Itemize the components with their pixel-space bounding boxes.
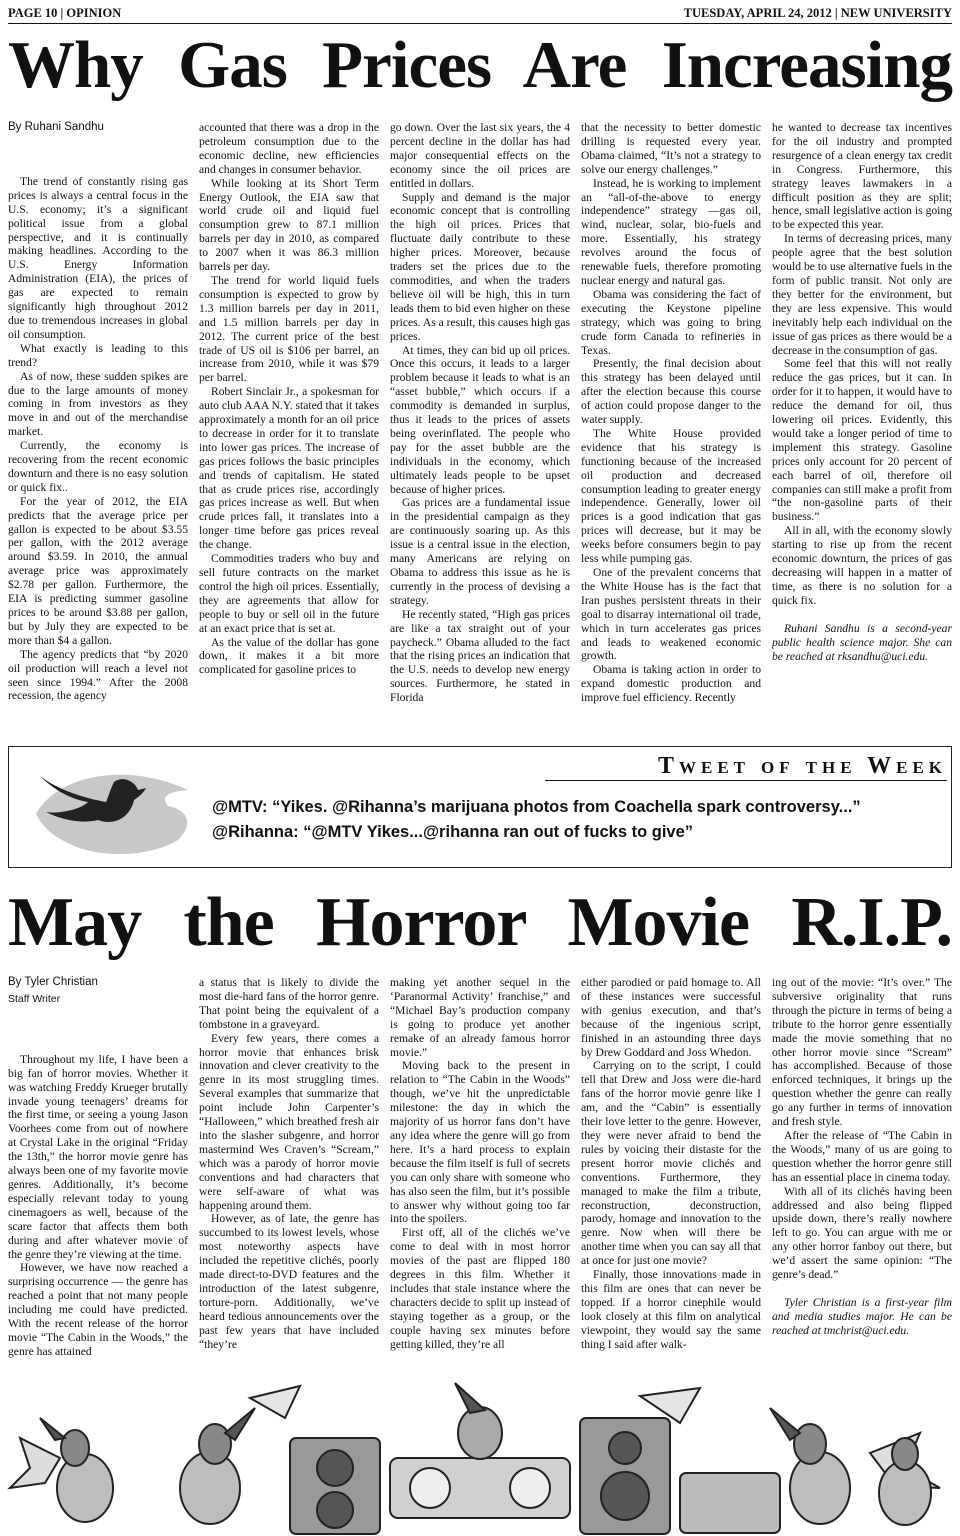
paragraph: go down. Over the last six years, the 4 percent decline in the dollar has had major consequential effects on the economy since the oil prices are entitled in dollars.	[390, 121, 570, 190]
page-section-label: PAGE 10 | OPINION	[8, 6, 122, 20]
paragraph: Some feel that this will not really reduce the gas prices, but it can. In order for it to happen, it would have to reduce the demand for oil, thus lowering oil prices. Evidently, this would take a longer period of time to implement this strategy. Gasoline prices only account for 20 percent of each barrel of oil, therefore oil companies can still make a profit from “the non-gasoline parts of their business.”	[772, 357, 952, 524]
page-header	[8, 5, 952, 24]
bird-icon	[18, 754, 208, 860]
author-bio: Tyler Christian is a first-year film and media studies major. He can be reached at tmchrist@uci.edu.	[772, 1295, 952, 1337]
paragraph: As of now, these sudden spikes are due to the large amounts of money coming in from investors as they move in and out of the merchandise market.	[8, 369, 188, 439]
paragraph: accounted that there was a drop in the petroleum consumption due to the economic decline, new efficiencies and changes in consumer behavior.	[199, 121, 379, 176]
paragraph: a status that is likely to divide the most die-hard fans of the horror genre. That point being the equivalent of a tombstone in a graveyard.	[199, 976, 379, 1031]
paragraphs	[772, 976, 952, 1282]
tweet-line: @Rihanna: “@MTV Yikes...@rihanna ran out of fucks to give”	[212, 823, 694, 841]
paragraph: The White House provided evidence that his strategy is functioning because of the increased oil production and decreased consumption leading to greater energy independence. Generally, lower oil prices is a good indication that gas prices will decrease, but it may be weeks before consumers begin to pay less while pumping gas.	[581, 426, 761, 566]
article-column	[772, 976, 952, 1376]
staff-title: Staff Writer	[8, 992, 61, 1005]
article-column	[199, 121, 379, 733]
paragraph: Obama is taking action in order to expand domestic production and improve fuel efficiency. Recently	[581, 663, 761, 705]
article-column	[772, 121, 952, 733]
author-bio: Ruhani Sandhu is a second-year public health science major. She can be reached at rksandhu@uci.edu.	[772, 621, 952, 663]
byline: By Tyler Christian	[8, 976, 98, 988]
paragraph: The trend for world liquid fuels consumption is expected to grow by 1.3 million barrels per day in 2011, and 1.5 million barrels per day in 2012. The current price of the best trade of US oil is $106 per barrel, an increase from 2010, while it was $79 per barrel.	[199, 273, 379, 385]
paragraph: Obama was considering the fact of executing the Keystone pipeline strategy, which was going to bring crude form Canada to refineries in Texas.	[581, 287, 761, 357]
paragraphs	[8, 175, 188, 703]
article-column	[581, 976, 761, 1376]
paragraph: Gas prices are a fundamental issue in the presidential campaign as they are continuously soaring up. As this issue is a central issue in the election, many Americans are relying on Obama to address this issue as he is currently in the process of devising a strategy.	[390, 496, 570, 607]
article-headline: Why Gas Prices Are Increasing	[8, 28, 952, 102]
paragraph: Commodities traders who buy and sell future contracts on the market control the high oil prices. Essentially, they are agreements that allow for people to buy or sell oil in the future at an exact price that is set at.	[199, 552, 379, 635]
paragraphs	[8, 1053, 188, 1359]
paragraph: Throughout my life, I have been a big fan of horror movies. Whether it was watching Freddy Krueger brutally invade young teenagers’ dreams for the first time, or seeing a young Jason Voorhees come from out of nowhere at Crystal Lake in the original “Friday the 13th,” the horror movie genre has always been one of my favorite movie genres. Additionally, it’s become especially relevant today to young cinemagoers as well, because of the scare factor that affects them both during and after whatever movie of the genre they’re viewing at the time.	[8, 1052, 188, 1261]
article-column	[8, 976, 188, 1376]
paragraph: that the necessity to better domestic drilling is requested every year. Obama claimed, “It’s not a strategy to solve our energy challenges.”	[581, 121, 761, 176]
paragraph: At times, they can bid up oil prices. Once this occurs, it leads to a larger problem because it leads to what is an “asset bubble,” which occurs if a commodity is demanded in surplus, thus it leads to the prices of assets being overinflated. The people who pay for the asset bubble are the individuals in the economy, which ultimately leads people to be upset because of higher prices.	[390, 343, 570, 496]
anteater-dj-illustration	[0, 1378, 960, 1536]
issue-date: TUESDAY, APRIL 24, 2012 | NEW UNIVERSITY	[683, 6, 952, 20]
article-column	[390, 976, 570, 1376]
paragraph: The agency predicts that “by 2020 oil production will reach a level not seen since 1994.” After the 2008 recession, the agency	[8, 647, 188, 703]
paragraph: As the value of the dollar has gone down, it makes it a bit more complicated for gasoline prices to	[199, 635, 379, 677]
tweet-box-title: Tweet of the Week	[658, 753, 947, 779]
divider	[545, 780, 947, 781]
paragraph: First off, all of the clichés we’ve come to deal with in most horror movies of the past are flipped 180 degrees in this film. Whether it includes that stale instance where the characters decide to split up instead of staying together as a group, or the couple having sex minutes before getting killed, they’re all	[390, 1226, 570, 1351]
paragraph: However, we have now reached a surprising occurrence — the genre has reached a point that not many people including me could have predicted. With the recent release of the horror movie “The Cabin in the Woods,” the genre has attained	[8, 1261, 188, 1358]
article-column	[581, 121, 761, 733]
paragraph: While looking at its Short Term Energy Outlook, the EIA saw that world crude oil and liquid fuel consumption grew to 87.1 million barrels per day in 2010, as compared to 2007 when it was 86.3 million barrels per day.	[199, 176, 379, 274]
paragraph: He recently stated, “High gas prices are like a tax straight out of your paycheck.” Obama alluded to the fact that the rising prices an indication that the U.S. needs to develop new energy sources. Furthermore, he stated in Florida	[390, 607, 570, 705]
paragraph: What exactly is leading to this trend?	[8, 341, 188, 369]
paragraph: Carrying on to the script, I could tell that Drew and Joss were die-hard fans of the horror movie genre like I am, and the “Cabin” is essentially their love letter to the genre. However, they were never afraid to bend the rules by voicing their distaste for the present horror movie clichés and conventions. Furthermore, they managed to make the film a tribute, reconstruction, deconstruction, parody, homage and innovation to the genre. Now when will there be another time when you can say all that at once for just one movie?	[581, 1059, 761, 1268]
paragraphs	[581, 121, 761, 705]
paragraphs	[199, 976, 379, 1351]
byline: By Ruhani Sandhu	[8, 121, 104, 133]
paragraph: making yet another sequel in the ‘Paranormal Activity’ franchise,” and “Michael Bay’s production company is going to produce yet another remake of an already famous horror movie.”	[390, 976, 570, 1059]
paragraph: either parodied or paid homage to. All of these instances were successful with genius execution, and that’s because of the ingenious script, finished in an astounding three days by Drew Goddard and Joss Whedon.	[581, 976, 761, 1059]
paragraph: Currently, the economy is recovering from the recent economic downturn and there is no easy solution or quick fix..	[8, 439, 188, 494]
paragraph: One of the prevalent concerns that the White House has is the fact that Iran pushes persistent threats in their goal to disarray international oil trade, which in turn accelerates gas prices and leads to weakened economic growth.	[581, 566, 761, 663]
paragraph: Presently, the final decision about this strategy has been delayed until after the election because this course of action could propose danger to the water supply.	[581, 357, 761, 427]
paragraph: Supply and demand is the major economic concept that is controlling the high oil prices. Prices that fluctuate daily contribute to these higher prices. Moreover, because traders set the prices due to the commodities, and when the traders believe oil will be high, this in turn leads them to bid even higher on these prices. As a result, this causes high gas prices.	[390, 190, 570, 343]
paragraphs	[199, 121, 379, 677]
paragraph: ing out of the movie: “It’s over.” The subversive originality that runs through the picture in terms of being a tribute to the horror genre essentially made the movie something that no other horror movie since “Scream” has accomplished. Because of those enforced techniques, it brings up the question whether the genre can really go any further in terms of innovation and fresh style.	[772, 976, 952, 1129]
paragraph: Robert Sinclair Jr., a spokesman for auto club AAA N.Y. stated that it takes approximately a month for an oil price to decrease in order for it to translate into lower gas prices. The increase of gas prices follows the basic principles and trends of capitalism. He stated that as crude prices rise, accordingly gas prices increase as well. But when crude prices fall, it translates into a longer time before gas prices reveal the change.	[199, 385, 379, 552]
paragraph: For the year of 2012, the EIA predicts that the average price per gallon is expected to be about $3.55 per gallon, with the 2012 average around $3.59. In 2010, the annual average price was approximately $2.78 per gallon. Furthermore, the EIA is predicting summer gasoline prices to be around $3.88 per gallon, but by July they are expected to be more than $4 a gallon.	[8, 494, 188, 647]
article-body	[8, 121, 952, 733]
paragraphs	[390, 121, 570, 705]
paragraph: However, as of late, the genre has succumbed to its lowest levels, whose most noteworthy aspects have included the repetitive clichés, poorly made direct-to-DVD features and the introduction of the latest subgenre, torture-porn. Additionally, we’ve heard tedious announcements over the past few years that have included “they’re	[199, 1212, 379, 1351]
article-column	[8, 121, 188, 733]
paragraph: Moving back to the present in relation to “The Cabin in the Woods” though, we’ve hit the unpredictable milestone: the day in which the majority of us horror fans don’t have any idea where the genre will go from here. It’s a hard process to explain because the film itself is full of secrets you can only share with someone who has also seen the film, but it’s possible to answer why without going too far into the spoilers.	[390, 1059, 570, 1226]
paragraph: Instead, he is working to implement an “all-of-the-above to energy independence” strategy —gas oil, wind, nuclear, solar, bio-fuels and more. Essentially, his strategy revolves around the focus of renewable fuels, therefore promoting nuclear energy and natural gas.	[581, 176, 761, 287]
paragraph: After the release of “The Cabin in the Woods,” many of us are going to question whether the horror genre still has an essential place in cinema today.	[772, 1128, 952, 1184]
paragraphs	[772, 121, 952, 608]
tweet-line: @MTV: “Yikes. @Rihanna’s marijuana photos from Coachella spark controversy...”	[212, 798, 861, 816]
paragraph: With all of its clichés having been addressed and also being flipped upside down, there’s really nowhere left to go. You can argue with me or any other horror fanboy out there, but we’d assert the same opinion: “The genre’s dead.”	[772, 1184, 952, 1282]
paragraph: The trend of constantly rising gas prices is always a central focus in the U.S. economy; it’s a significant political issue from a global perspective, and it is continually making headlines. According to the U.S. Energy Information Administration (EIA), the prices of gas are expected to remain significantly high throughout 2012 due to tremendous increases in global oil consumption.	[8, 174, 188, 341]
paragraph: he wanted to decrease tax incentives for the oil industry and prompted resurgence of a clean energy tax credit in Congress. Furthermore, this strategy leaves lawmakers in a difficult position as they are split; hence, small legislative action is going to be expected this year.	[772, 121, 952, 232]
article-headline: May the Horror Movie R.I.P.	[8, 884, 952, 961]
article-body	[8, 976, 952, 1376]
paragraph: Finally, those innovations made in this film are ones that can never be topped. If a horror cinephile would look closely at this film on analytical viewpoint, they would say the same thing I said after walk-	[581, 1268, 761, 1351]
paragraphs	[390, 976, 570, 1351]
paragraph: In terms of decreasing prices, many people agree that the best solution would be to use alternative fuels in the form of public transit. Not only are they better for the environment, but they are less expensive. This would inevitably help each individual on the issue of gas prices as there would be a decrease in the consumption of gas.	[772, 232, 952, 357]
paragraph: Every few years, there comes a horror movie that enhances brisk innovation and clever creativity to the genre in its most struggling times. Several examples that summarize that point include John Carpenter’s “Halloween,” which breathed fresh air into the slasher subgenre, and horror mastermind Wes Craven’s “Scream,” which was a parody of horror movie conventions and had characters that were self-aware of what was happening around them.	[199, 1031, 379, 1212]
paragraphs	[581, 976, 761, 1351]
paragraph: All in all, with the economy slowly starting to rise up from the recent economic downturn, the prices of gas decreasing will happen in a matter of time, as there is no solution for a quick fix.	[772, 524, 952, 607]
article-column	[199, 976, 379, 1376]
article-column	[390, 121, 570, 733]
